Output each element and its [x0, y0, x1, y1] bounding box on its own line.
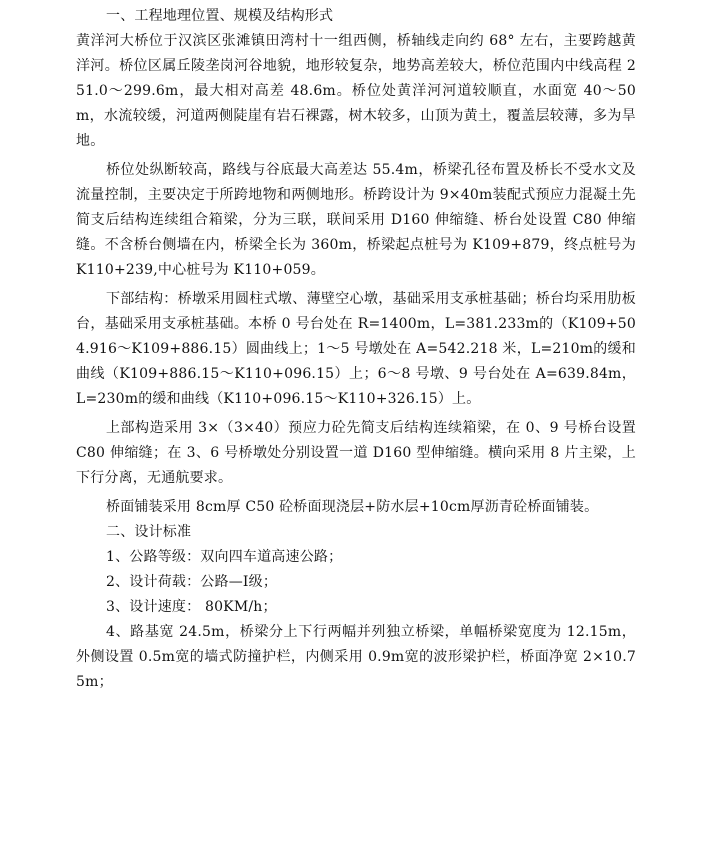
- section-2-heading: 二、设计标准: [106, 524, 192, 540]
- standard-item-roadbed-width: 4、路基宽 24.5m，桥梁分上下行两幅并列独立桥梁，单幅桥梁宽度为 12.15m，外侧设置 0.5m宽的墙式防撞护栏，内侧采用 0.9m宽的波形梁护栏，桥面净宽 2×10.75m；: [76, 624, 636, 690]
- standard-item-design-speed: 3、设计速度： 80KM/h；: [106, 599, 277, 615]
- document-body: [76, 4, 636, 695]
- section-1-heading: 一、工程地理位置、规模及结构形式: [106, 8, 334, 24]
- paragraph-deck-paving: 桥面铺装采用 8cm厚 C50 砼桥面现浇层+防水层+10cm厚沥青砼桥面铺装。: [106, 499, 599, 515]
- paragraph-span-design: 桥位处纵断较高，路线与谷底最大高差达 55.4m，桥梁孔径布置及桥长不受水文及流量控制，主要决定于所跨地物和两侧地形。桥跨设计为 9×40m装配式预应力混凝土先简支后结构连续组合箱梁，分为三联，联间采用 D160 伸缩缝、桥台处设置 C80 伸缩缝。不含桥台侧墙在内，桥梁全长为 360m，桥梁起点桩号为 K109+879，终点桩号为 K110+239,中心桩号为 K110+059。: [76, 162, 636, 278]
- paragraph-substructure: 下部结构：桥墩采用圆柱式墩、薄壁空心墩，基础采用支承桩基础；桥台均采用肋板台，基础采用支承桩基础。本桥 0 号台处在 R=1400m，L=381.233m的（K109+504.916～K109+886.15）圆曲线上；1～5 号墩处在 A=542.218 米，L=210m的缓和曲线（K109+886.15～K110+096.15）上；6～8 号墩、9 号台处在 A=639.84m，L=230m的缓和曲线（K110+096.15～K110+326.15）上。: [76, 291, 636, 407]
- paragraph-location: 黄洋河大桥位于汉滨区张滩镇田湾村十一组西侧，桥轴线走向约 68° 左右，主要跨越黄洋河。桥位区属丘陵垄岗河谷地貌，地形较复杂，地势高差较大，桥位范围内中线高程 251.0～299.6m，最大相对高差 48.6m。桥位处黄洋河河道较顺直，水面宽 40～50m，水流较缓，河道两侧陡崖有岩石裸露，树木较多，山顶为黄土，覆盖层较薄，多为旱地。: [76, 33, 636, 149]
- standard-item-design-load: 2、设计荷载：公路—Ⅰ级；: [106, 574, 278, 590]
- paragraph-superstructure: 上部构造采用 3×（3×40）预应力砼先简支后结构连续箱梁，在 0、9 号桥台设置 C80 伸缩缝；在 3、6 号桥墩处分别设置一道 D160 型伸缩缝。横向采用 8 片主梁，上下行分离，无通航要求。: [76, 420, 636, 486]
- standard-item-road-grade: 1、公路等级：双向四车道高速公路；: [106, 549, 343, 565]
